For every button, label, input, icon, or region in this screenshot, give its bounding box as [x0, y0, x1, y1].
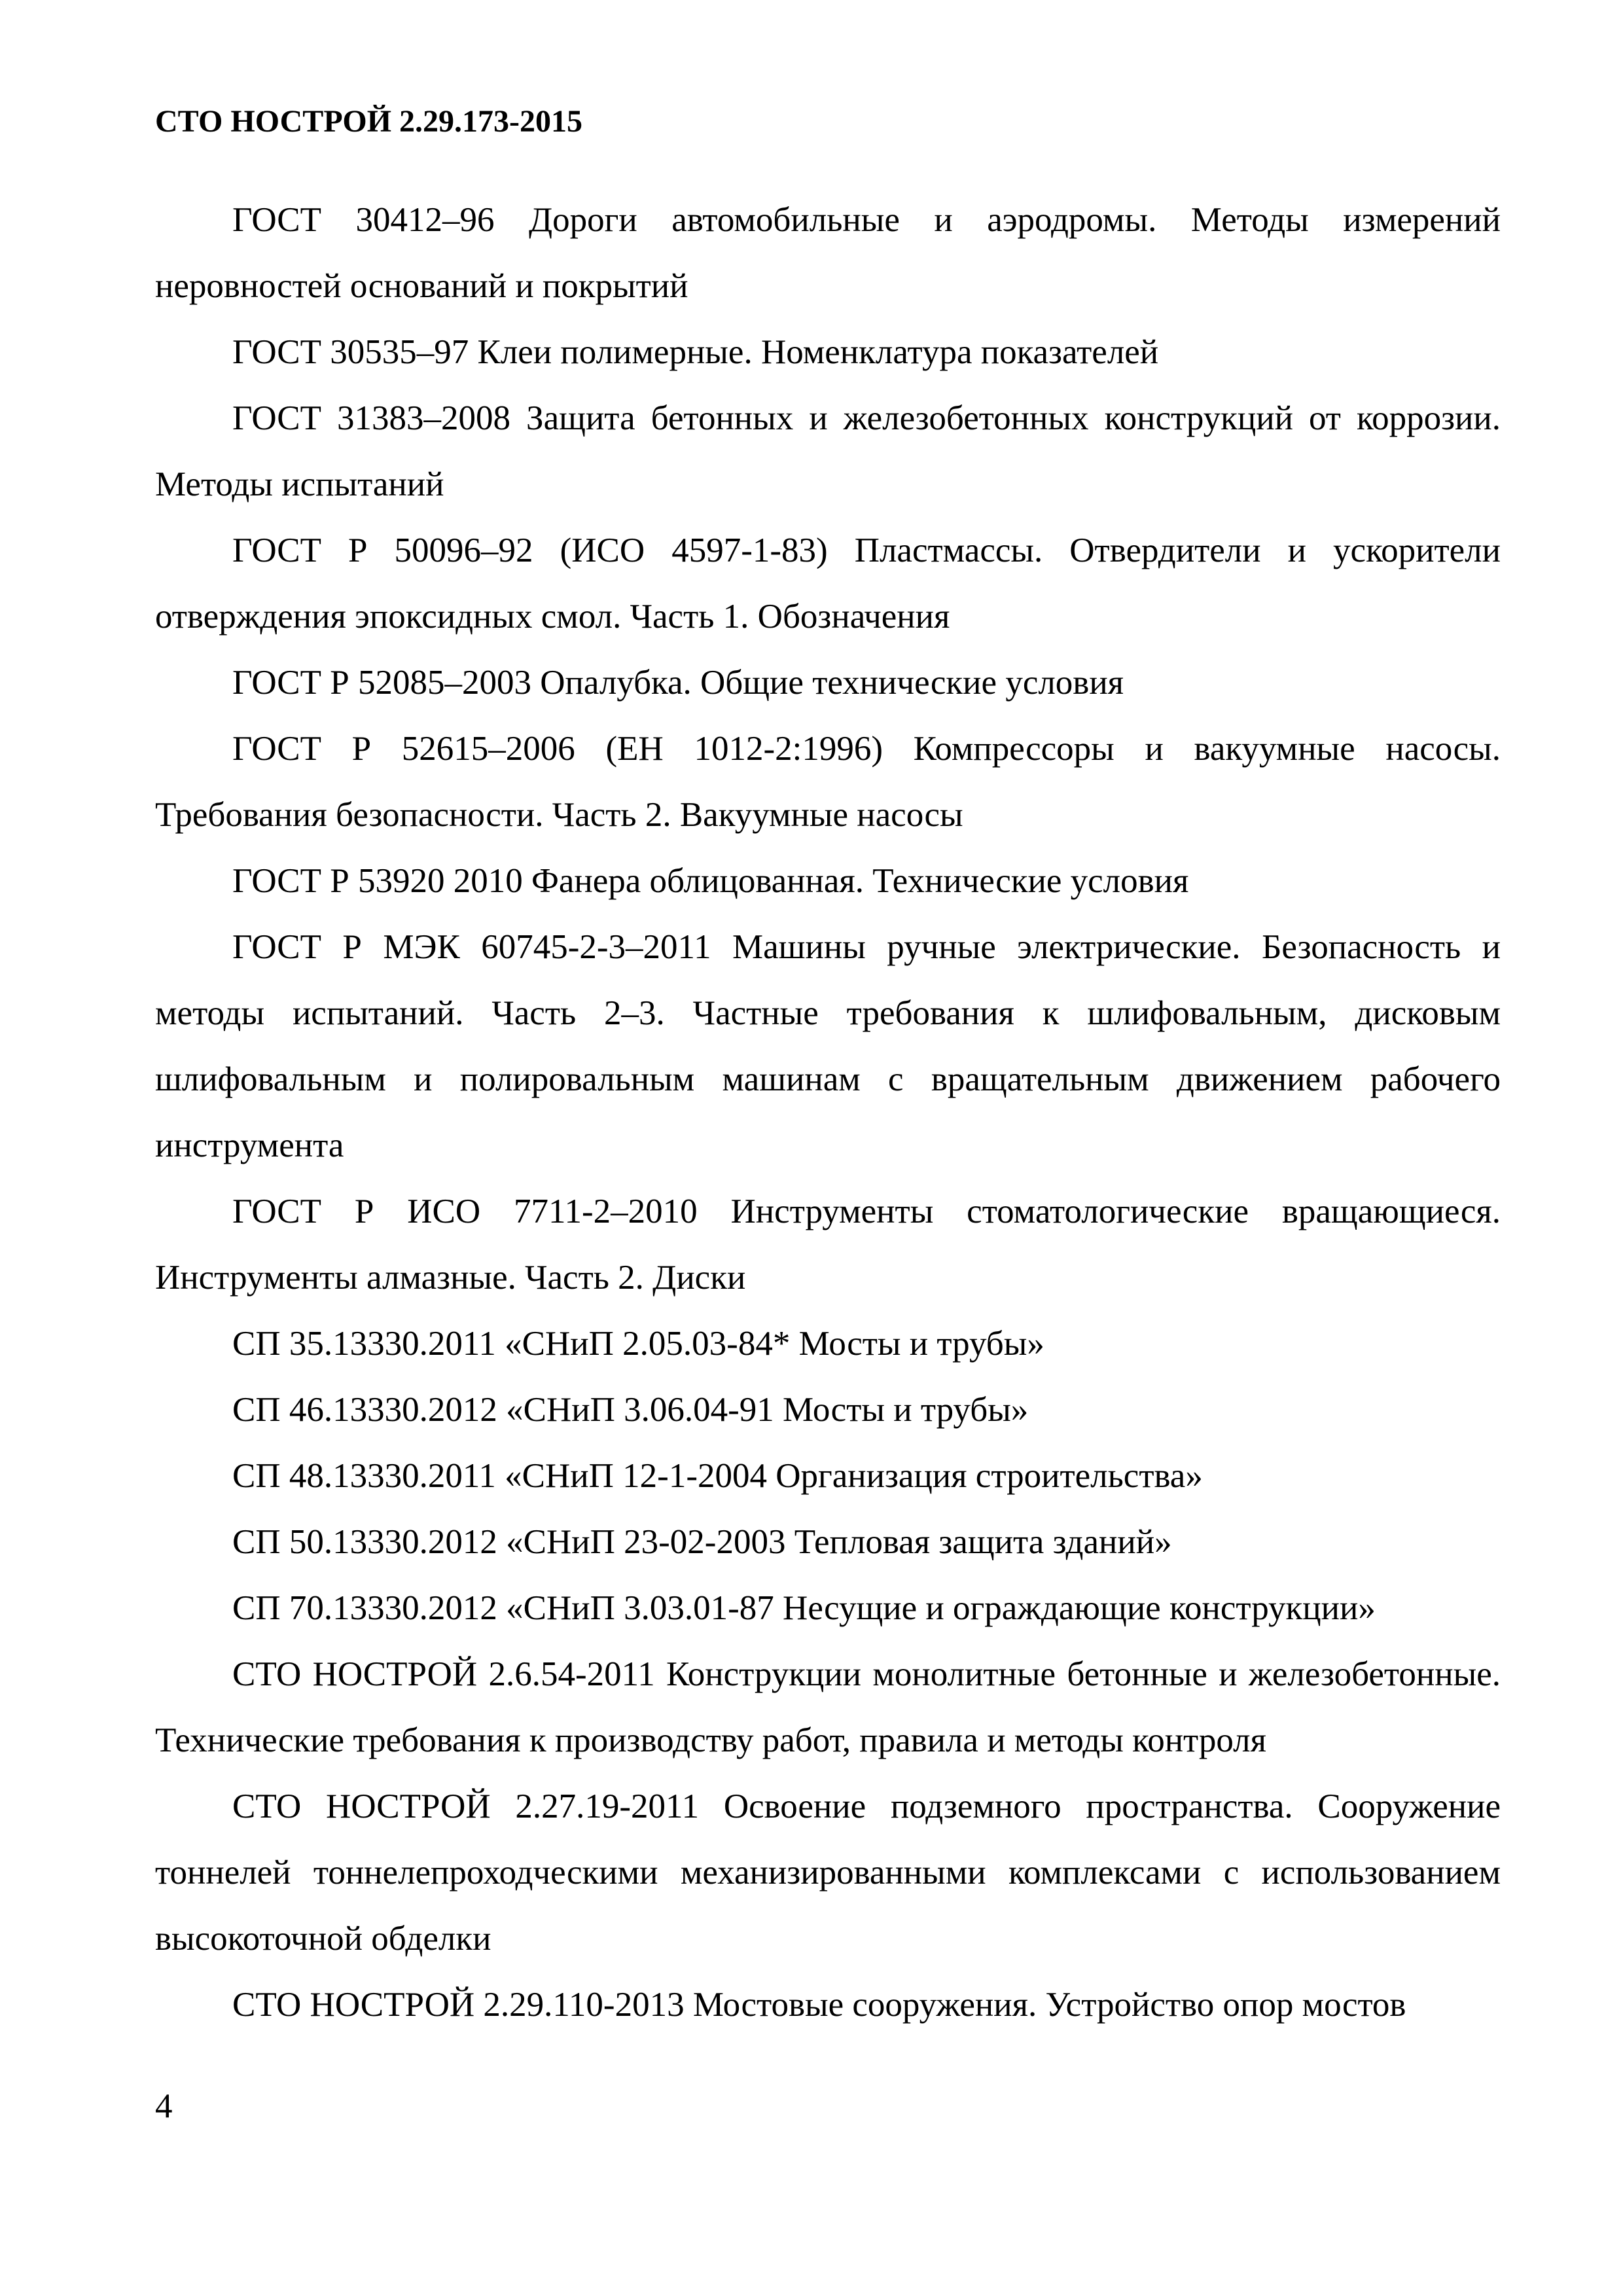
- reference-item: ГОСТ Р 52615–2006 (ЕН 1012-2:1996) Компрессоры и вакуумные насосы. Требования безопасности. Часть 2. Вакуумные насосы: [155, 730, 1501, 834]
- reference-item: СП 70.13330.2012 «СНиП 3.03.01-87 Несущие и ограждающие конструкции»: [232, 1589, 1376, 1627]
- reference-item: ГОСТ Р ИСО 7711-2–2010 Инструменты стоматологические вращающиеся. Инструменты алмазные. Часть 2. Диски: [155, 1193, 1501, 1297]
- reference-item: СП 35.13330.2011 «СНиП 2.05.03-84* Мосты и трубы»: [232, 1325, 1044, 1363]
- page-number: 4: [155, 2087, 173, 2125]
- reference-item: ГОСТ 30412–96 Дороги автомобильные и аэродромы. Методы измерений неровностей оснований и покрытий: [155, 201, 1501, 305]
- reference-item: ГОСТ Р 53920 2010 Фанера облицованная. Технические условия: [232, 862, 1189, 900]
- reference-item: СТО НОСТРОЙ 2.29.110-2013 Мостовые сооружения. Устройство опор мостов: [232, 1986, 1406, 2024]
- normative-references-list: [155, 187, 1501, 2038]
- document-header-title: СТО НОСТРОЙ 2.29.173-2015: [155, 104, 583, 139]
- reference-item: ГОСТ 30535–97 Клеи полимерные. Номенклатура показателей: [232, 333, 1159, 371]
- reference-item: ГОСТ 31383–2008 Защита бетонных и железобетонных конструкций от коррозии. Методы испытаний: [155, 399, 1501, 503]
- reference-item: ГОСТ Р 50096–92 (ИСО 4597-1-83) Пластмассы. Отвердители и ускорители отверждения эпоксидных смол. Часть 1. Обозначения: [155, 531, 1501, 636]
- reference-item: СТО НОСТРОЙ 2.6.54-2011 Конструкции монолитные бетонные и железобетонные. Технические требования к производству работ, правила и методы контроля: [155, 1655, 1501, 1759]
- reference-item: СТО НОСТРОЙ 2.27.19-2011 Освоение подземного пространства. Сооружение тоннелей тоннелепроходческими механизированными комплексами с использованием высокоточной обделки: [155, 1787, 1501, 1958]
- reference-item: СП 46.13330.2012 «СНиП 3.06.04-91 Мосты и трубы»: [232, 1391, 1029, 1429]
- reference-item: СП 48.13330.2011 «СНиП 12-1-2004 Организация строительства»: [232, 1457, 1203, 1495]
- reference-item: ГОСТ Р МЭК 60745-2-3–2011 Машины ручные электрические. Безопасность и методы испытаний. Часть 2–3. Частные требования к шлифовальным, дисковым шлифовальным и полировальным машинам с вращательным движением рабочего инструмента: [155, 928, 1501, 1164]
- reference-item: СП 50.13330.2012 «СНиП 23-02-2003 Тепловая защита зданий»: [232, 1523, 1172, 1561]
- reference-item: ГОСТ Р 52085–2003 Опалубка. Общие технические условия: [232, 664, 1124, 702]
